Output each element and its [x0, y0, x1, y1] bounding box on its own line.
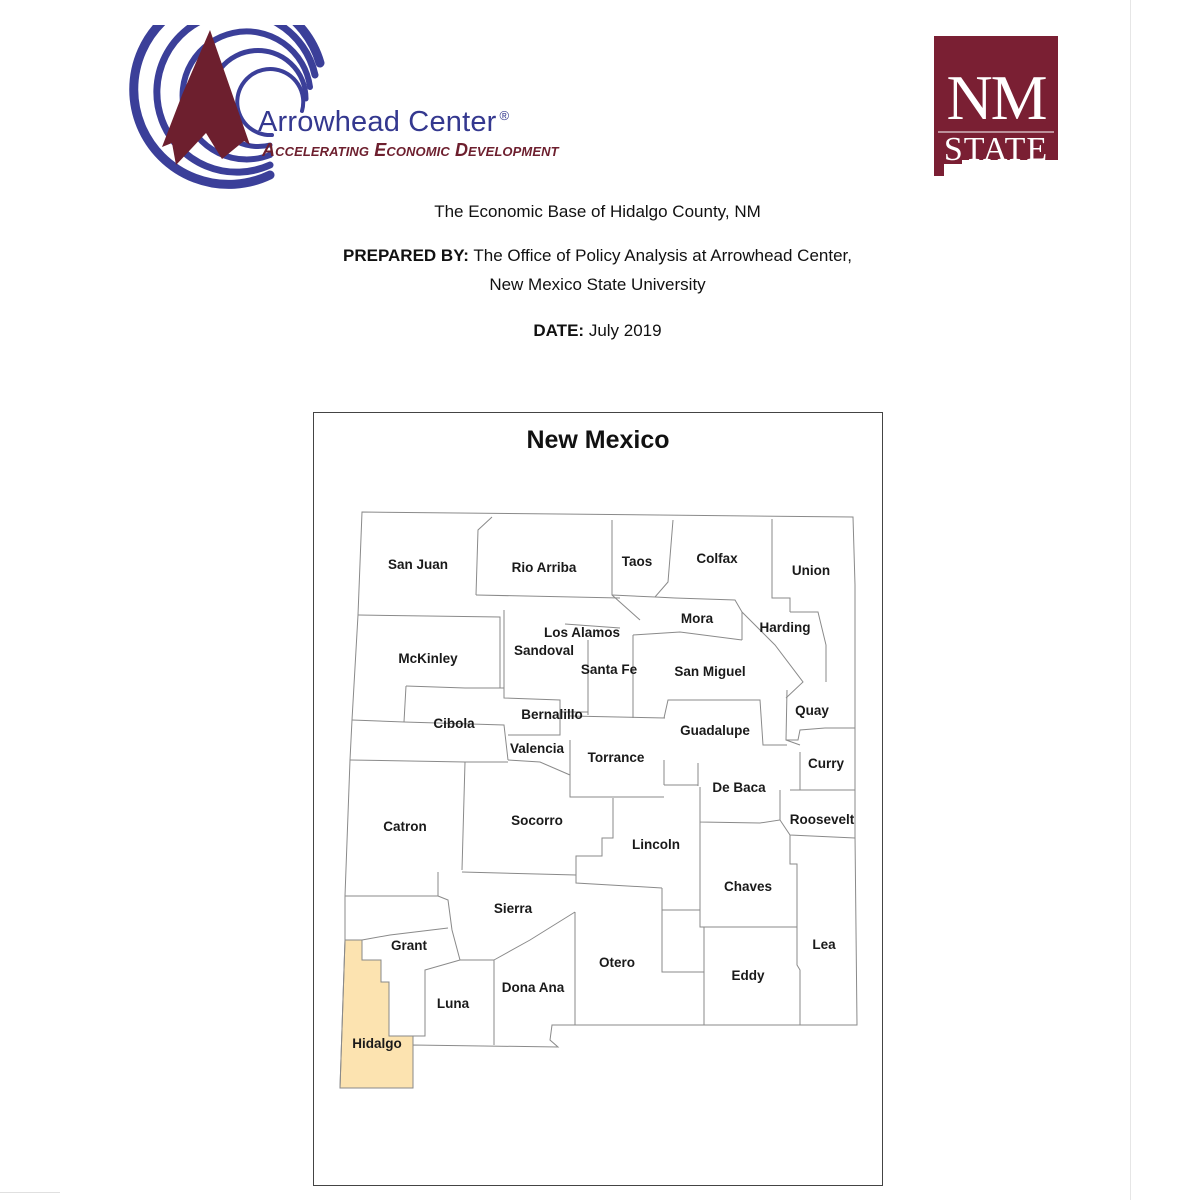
county-label-sandoval: Sandoval	[513, 643, 575, 658]
county-label-lea: Lea	[812, 937, 836, 952]
county-label-socorro: Socorro	[511, 813, 563, 828]
county-label-de-baca: De Baca	[712, 780, 766, 795]
county-label-valencia: Valencia	[509, 741, 565, 756]
nmsu-state: STATE	[943, 131, 1049, 168]
county-label-eddy: Eddy	[731, 968, 765, 983]
county-label-dona-ana: Dona Ana	[501, 980, 565, 995]
prepared-by-line-2: New Mexico State University	[489, 275, 706, 294]
prepared-by-value: The Office of Policy Analysis at Arrowhead Center,	[473, 246, 852, 265]
county-label-colfax: Colfax	[696, 551, 738, 566]
county-boundaries	[340, 512, 857, 1088]
county-label-santa-fe: Santa Fe	[580, 662, 638, 677]
nmsu-university: UNIVERSITY	[950, 164, 1042, 178]
county-label-torrance: Torrance	[587, 750, 645, 765]
county-label-chaves: Chaves	[723, 879, 773, 894]
county-hidalgo-shape	[340, 940, 413, 1088]
county-label-otero: Otero	[598, 955, 636, 970]
county-label-guadalupe: Guadalupe	[680, 723, 750, 738]
county-label-curry: Curry	[807, 756, 845, 771]
county-label-taos: Taos	[621, 554, 653, 569]
county-label-mora: Mora	[680, 611, 714, 626]
arrowhead-center-tagline: Accelerating Economic Development	[262, 140, 559, 160]
county-label-union: Union	[791, 563, 831, 578]
county-labels	[352, 551, 855, 1051]
arrowhead-center-name: Arrowhead Center ®	[258, 106, 510, 138]
date-label: DATE:	[533, 321, 585, 340]
county-label-sierra: Sierra	[493, 901, 533, 916]
county-label-rio-arriba: Rio Arriba	[511, 560, 577, 575]
date-value: July 2019	[588, 321, 662, 340]
nmsu-nm: NM	[946, 62, 1046, 133]
county-label-harding: Harding	[759, 620, 811, 635]
county-label-quay: Quay	[795, 703, 829, 718]
county-label-mckinley: McKinley	[398, 651, 458, 666]
county-label-roosevelt: Roosevelt	[789, 812, 855, 827]
county-label-san-miguel: San Miguel	[674, 664, 746, 679]
county-label-grant: Grant	[390, 938, 428, 953]
county-label-bernalillo: Bernalillo	[521, 707, 583, 722]
county-label-los-alamos: Los Alamos	[543, 625, 621, 640]
county-label-cibola: Cibola	[433, 716, 475, 731]
prepared-by-label: PREPARED BY:	[343, 246, 469, 265]
county-label-san-juan: San Juan	[387, 557, 449, 572]
report-title: The Economic Base of Hidalgo County, NM	[434, 202, 761, 221]
county-label-luna: Luna	[436, 996, 470, 1011]
county-label-lincoln: Lincoln	[632, 837, 680, 852]
county-label-hidalgo: Hidalgo	[352, 1036, 402, 1051]
map-title: New Mexico	[526, 426, 670, 454]
county-label-catron: Catron	[383, 819, 427, 834]
